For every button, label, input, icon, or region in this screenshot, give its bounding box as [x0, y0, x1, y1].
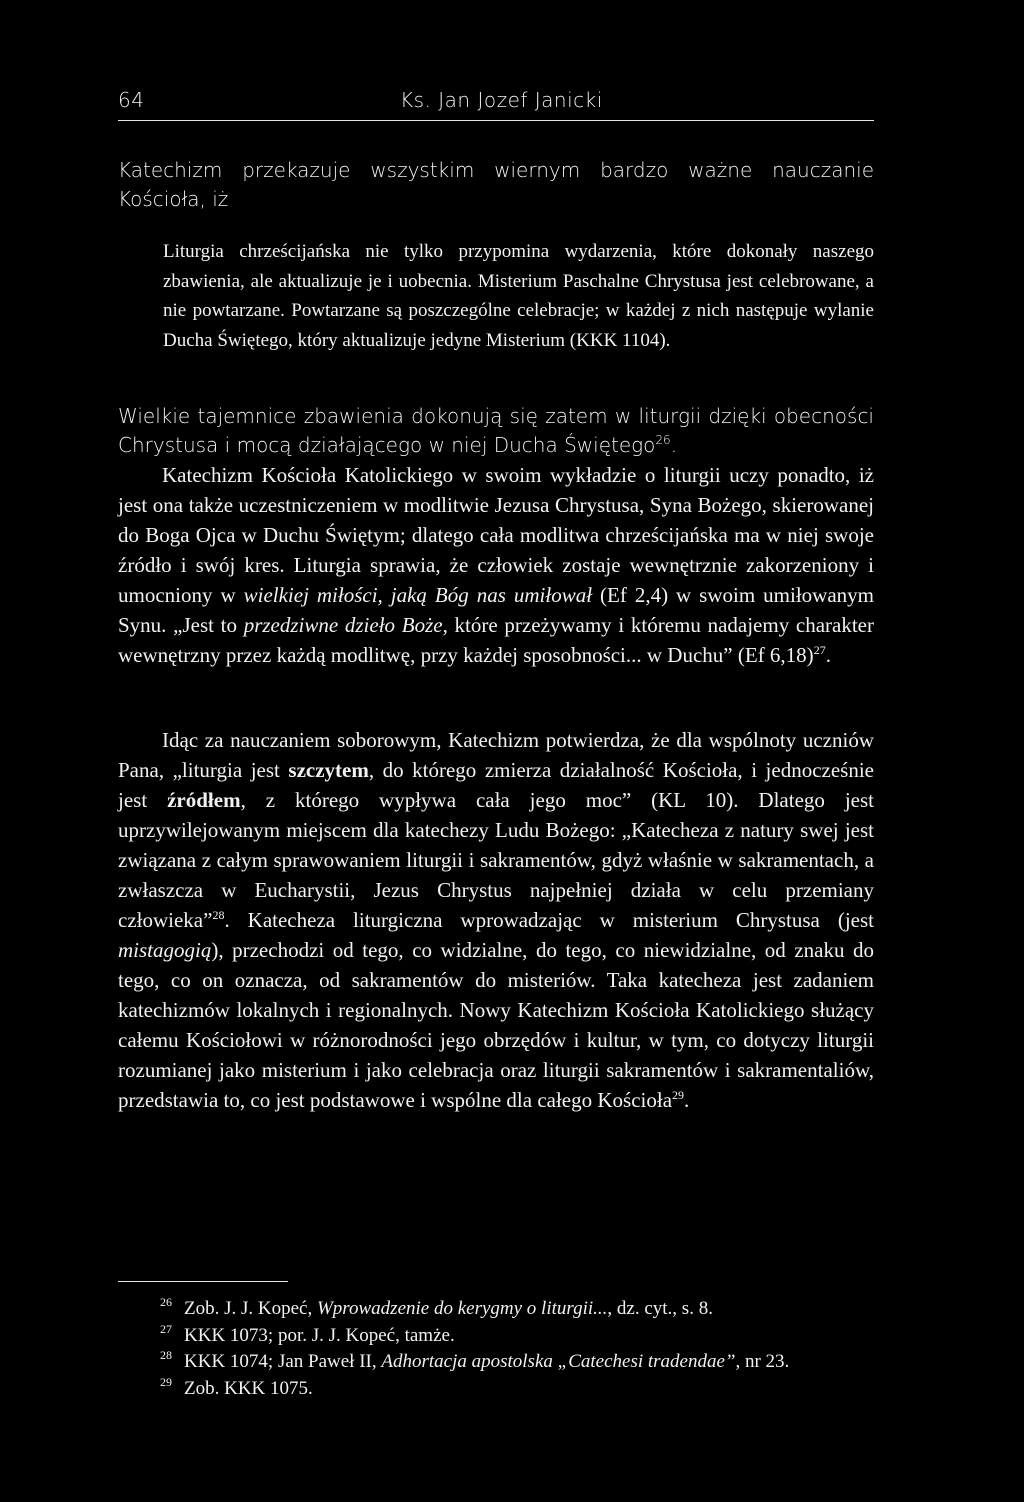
paragraph-2-italic-2: przedziwne dzieło Boże: [243, 613, 443, 637]
footnote-text: Zob. KKK 1075.: [184, 1377, 313, 1399]
paragraph-2-end: .: [825, 643, 831, 667]
paragraph-3: [118, 725, 874, 1115]
footnote-divider: [118, 1281, 288, 1282]
footnote-ref-29: 29: [672, 1088, 685, 1102]
footnote: [160, 1296, 880, 1323]
paragraph-3-end: .: [684, 1088, 690, 1112]
paragraph-2: [118, 460, 874, 670]
paragraph-2-text-2: (Ef 2,4) w swoim umiłowanym Synu. „Jest to: [118, 583, 874, 637]
footnote: [160, 1376, 880, 1403]
paragraph-3-text-5: ), przechodzi od tego, co widzialne, do tego, co niewidzialne, od znaku do tego, co on oznacza, od sakramentów do misteriów. Taka katecheza jest zadaniem katechizmów lokalnych i regionalnych. Nowy Katechizm Kościoła Katolickiego służący całemu Kościołowi w różnorodności jego obrzędów i kultur, w tym, co dotyczy liturgii rozumianej jako misterium i jako celebracja oraz liturgii sakramentów i sakramentaliów, przedstawia to, co jest podstawowe i wspólne dla całego Kościoła: [118, 938, 874, 1112]
footnote-ref-26: 26: [655, 433, 671, 447]
paragraph-3-bold-1: szczytem: [288, 758, 369, 782]
footnote-number: 27: [160, 1321, 172, 1336]
paragraph-1-text: Wielkie tajemnice zbawienia dokonują się zatem w liturgii dzięki obecności Chrystusa i mocą działającego w niej Ducha Świętego: [118, 404, 874, 457]
paragraph-3-text-3: , z którego wypływa cała jego moc” (KL 10). Dlatego jest uprzywilejowanym miejscem dla katechezy Ludu Bożego: „Katecheza z natury swej jest związana z całym sprawowaniem liturgii i sakramentów, gdyż właśnie w sakramentach, a zwłaszcza w Eucharystii, Jezus Chrystus najpełniej działa w celu przemiany człowieka”: [118, 788, 874, 932]
paragraph-2-italic-1: wielkiej miłości, jaką Bóg nas umiłował: [243, 583, 593, 607]
footnote-text-end: , dz. cyt., s. 8.: [607, 1298, 713, 1319]
paragraph-3-italic-1: mistagogią: [118, 938, 212, 962]
running-author: Ks. Jan Jozef Janicki: [400, 88, 603, 112]
paragraph-3-text-2: , do którego zmierza działalność Kościoła, i jednocześnie jest: [118, 758, 875, 812]
footnote-ref-27: 27: [813, 643, 826, 657]
footnote-text: KKK 1074; Jan Paweł II,: [184, 1351, 382, 1372]
footnote-ref-28: 28: [212, 908, 225, 922]
footnote-italic: Wprowadzenie do kerygmy o liturgii...: [316, 1298, 608, 1319]
footnote-text: KKK 1073; por. J. J. Kopeć, tamże.: [184, 1324, 455, 1346]
footnote-text-end: , nr 23.: [735, 1351, 790, 1372]
running-header: [118, 88, 874, 121]
paragraph-2-text-3: , które przeżywamy i któremu nadajemy charakter wewnętrzny przez każdą modlitwę, przy każdej sposobności... w Duchu” (Ef 6,18): [118, 613, 874, 667]
paragraph-1-end: .: [670, 433, 678, 457]
intro-paragraph: Katechizm przekazuje wszystkim wiernym bardzo ważne nauczanie Kościoła, iż: [118, 158, 874, 211]
paragraph-3-text-1: Idąc za nauczaniem soborowym, Katechizm potwierdza, że dla wspólnoty uczniów Pana, „liturgia jest: [118, 728, 874, 782]
block-quote: Liturgia chrześcijańska nie tylko przypomina wydarzenia, które dokonały naszego zbawienia, ale aktualizuje je i uobecnia. Misterium Paschalne Chrystusa jest celebrowane, a nie powtarzane. Powtarzane są poszczególne celebracje; w każdej z nich następuje wylanie Ducha Świętego, który aktualizuje jedyne Misterium (KKK 1104).: [163, 241, 874, 351]
footnote: [160, 1349, 880, 1376]
paragraph-3-text-4: . Katecheza liturgiczna wprowadzając w misterium Chrystusa (jest: [224, 908, 874, 932]
footnote-number: 29: [160, 1374, 172, 1389]
page-number: 64: [118, 88, 145, 112]
footnotes: [160, 1296, 880, 1402]
paragraph-2-text-1: Katechizm Kościoła Katolickiego w swoim wykładzie o liturgii uczy ponadto, iż jest ona także uczestniczeniem w modlitwie Jezusa Chrystusa, Syna Bożego, skierowanej do Boga Ojca w Duchu Świętym; dlatego cała modlitwa chrześcijańska ma w niej swoje źródło i swój kres. Liturgia sprawia, że człowiek zostaje wewnętrznie zakorzeniony i umocniony w: [118, 463, 874, 607]
footnote-text: Zob. J. J. Kopeć,: [184, 1298, 317, 1319]
footnote: [160, 1323, 880, 1350]
footnote-italic: Adhortacja apostolska „Catechesi tradendae”: [381, 1351, 736, 1372]
paragraph-3-bold-2: źródłem: [167, 788, 241, 812]
paragraph-1: [118, 402, 874, 460]
footnote-number: 28: [160, 1348, 172, 1362]
footnote-number: 26: [160, 1295, 172, 1309]
